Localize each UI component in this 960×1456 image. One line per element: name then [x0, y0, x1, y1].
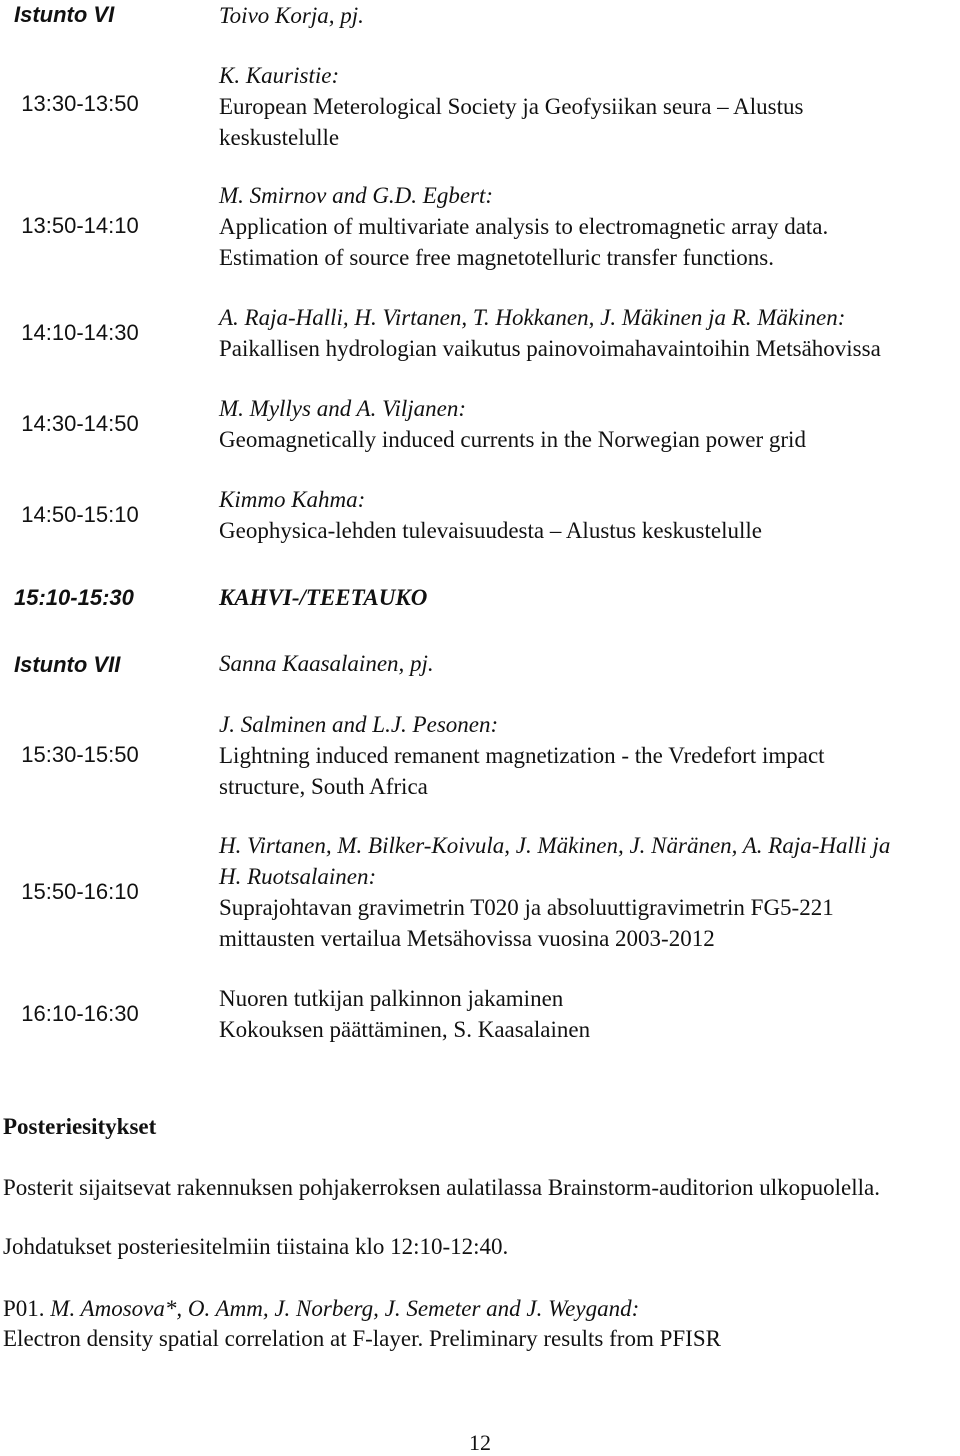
- talk-author: M. Smirnov and G.D. Egbert:: [219, 183, 494, 208]
- talk-author: J. Salminen and L.J. Pesonen:: [219, 712, 499, 737]
- talk-item: [219, 484, 959, 546]
- slot-time: 15:30-15:50: [21, 742, 139, 767]
- talk-item: [219, 302, 959, 364]
- talk-title: mittausten vertailua Metsähovissa vuosina 2003-2012: [219, 926, 715, 951]
- slot-time: 13:30-13:50: [21, 91, 139, 116]
- poster-authors: M. Amosova*, O. Amm, J. Norberg, J. Semeter and J. Weygand:: [50, 1296, 640, 1321]
- talk-title: Geophysica-lehden tulevaisuudesta – Alustus keskustelulle: [219, 518, 762, 543]
- talk-title: Application of multivariate analysis to electromagnetic array data.: [219, 214, 829, 239]
- talk-item: [219, 830, 959, 954]
- chair-name: Toivo Korja, pj.: [219, 3, 364, 28]
- poster-p01-title: Electron density spatial correlation at F-layer. Preliminary results from PFISR: [3, 1326, 721, 1351]
- session-vi-label: Istunto VI: [14, 2, 115, 27]
- talk-title: Lightning induced remanent magnetization - the Vredefort impact: [219, 743, 825, 768]
- talk-title: structure, South Africa: [219, 774, 428, 799]
- break-label: KAHVI-/TEETAUKO: [219, 585, 428, 610]
- talk-author: Kimmo Kahma:: [219, 487, 366, 512]
- talk-item: [219, 393, 959, 455]
- posters-intro: Johdatukset posteriesitelmiin tiistaina klo 12:10-12:40.: [3, 1234, 509, 1259]
- talk-author: A. Raja-Halli, H. Virtanen, T. Hokkanen, J. Mäkinen ja R. Mäkinen:: [219, 305, 846, 330]
- talk-title: Paikallisen hydrologian vaikutus painovoimahavaintoihin Metsähovissa: [219, 336, 881, 361]
- posters-location: Posterit sijaitsevat rakennuksen pohjakerroksen aulatilassa Brainstorm-auditorion ulkopuolella.: [3, 1175, 880, 1200]
- chair-name: Sanna Kaasalainen, pj.: [219, 651, 434, 676]
- posters-heading: Posteriesitykset: [3, 1114, 157, 1139]
- talk-author: H. Virtanen, M. Bilker-Koivula, J. Mäkinen, J. Näränen, A. Raja-Halli ja: [219, 833, 891, 858]
- talk-title: Estimation of source free magnetotelluric transfer functions.: [219, 245, 774, 270]
- slot-time: 14:30-14:50: [21, 411, 139, 436]
- break-time: 15:10-15:30: [14, 585, 134, 610]
- slot-time: 14:10-14:30: [21, 320, 139, 345]
- poster-p01-authors-line: [3, 1296, 639, 1322]
- talk-title: Geomagnetically induced currents in the Norwegian power grid: [219, 427, 806, 452]
- award-line: Nuoren tutkijan palkinnon jakaminen: [219, 986, 564, 1011]
- talk-item: [219, 60, 959, 153]
- coffee-break: [219, 582, 959, 613]
- talk-item: [219, 180, 959, 273]
- talk-title: European Meterological Society ja Geofysiikan seura – Alustus: [219, 94, 804, 119]
- talk-author: K. Kauristie:: [219, 63, 340, 88]
- closing-line: Kokouksen päättäminen, S. Kaasalainen: [219, 1017, 591, 1042]
- talk-author: H. Ruotsalainen:: [219, 864, 377, 889]
- talk-title: keskustelulle: [219, 125, 340, 150]
- talk-title: Suprajohtavan gravimetrin T020 ja absoluuttigravimetrin FG5-221: [219, 895, 834, 920]
- slot-time: 16:10-16:30: [21, 1001, 139, 1026]
- slot-time: 15:50-16:10: [21, 879, 139, 904]
- talk-author: M. Myllys and A. Viljanen:: [219, 396, 466, 421]
- page-number: 12: [469, 1430, 491, 1455]
- session-vii-chair: [219, 648, 959, 679]
- session-vi-chair: [219, 0, 959, 31]
- talk-item: [219, 709, 959, 802]
- session-vii-label: Istunto VII: [14, 652, 121, 677]
- closing-item: [219, 983, 959, 1045]
- slot-time: 14:50-15:10: [21, 502, 139, 527]
- slot-time: 13:50-14:10: [21, 213, 139, 238]
- poster-number: P01.: [3, 1296, 45, 1321]
